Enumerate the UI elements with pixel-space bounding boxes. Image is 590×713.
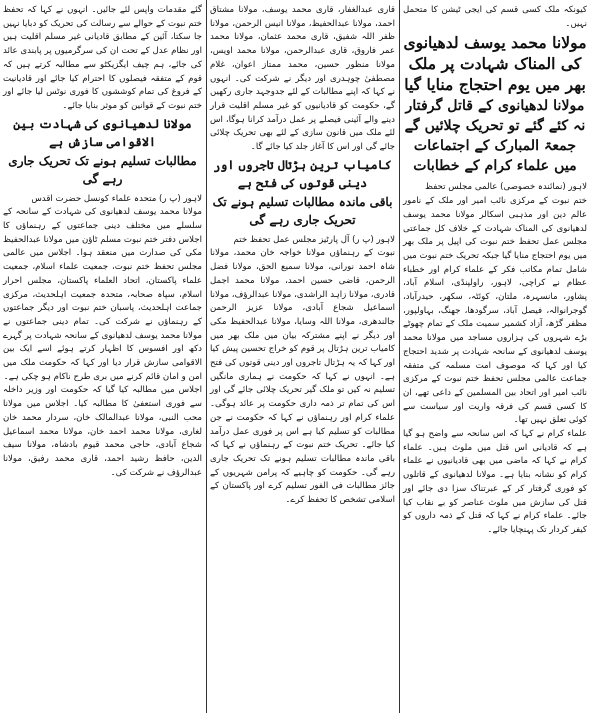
column-1 xyxy=(400,0,590,713)
headline-bain-ul-aqwami-sazish: مولانا لدھیانوی کی شہادت بین الاقوامی سازش ہے xyxy=(13,116,192,149)
column-divider-1 xyxy=(399,0,400,713)
subheadline-tehreek-jari: باقی ماندہ مطالبات تسلیم ہونے تک تحریک جاری رہے گی xyxy=(212,194,393,227)
column-3 xyxy=(0,0,205,713)
column-1-dateline: لاہور (نمائندہ خصوصی) عالمی مجلس تحفظ xyxy=(425,182,587,193)
column-2-body-paragraph-1: نبوت کے رہنماؤں مولانا خواجہ خان محمد، مولانا شاہ احمد نورانی، مولانا سمیع الحق، مولانا فضل الرحمن، قاضی حسین احمد، مولانا محمد اجمل قادری، مولانا زاہد الراشدی، مولانا عبدالرؤف، مولانا اسماعیل شجاع آبادی، مولانا عزیز الرحمن جالندھری، مولانا اللہ وسایا، مولانا عبدالحفیظ مکی اور دیگر نے اپنے مشترکہ بیان میں ملک بھر میں کامیاب ترین ہڑتال پر قوم کو خراج تحسین پیش کیا اور کہا کہ یہ ہڑتال تاجروں اور دینی قوتوں کی فتح ہے۔ انہوں نے کہا کہ حکومت نے ہماری مانگیں تسلیم نہ کیں تو ملک گیر تحریک چلائی جائے گی اور اس کی تمام تر ذمہ داری حکومت پر عائد ہوگی۔ علماء کرام اور رہنماؤں نے کہا کہ حکومت نے جن مطالبات کو تسلیم کیا ہے اس پر فوری عمل درآمد کیا جائے۔ تحریک ختم نبوت کے رہنماؤں نے کہا کہ باقی ماندہ مطالبات تسلیم ہونے تک تحریک جاری رہے گی۔ حکومت کو چاہیے کہ پرامن شہریوں کے جائز مطالبات فی الفور تسلیم کرے اور پاکستان کے اسلامی تشخص کا تحفظ کرے۔ xyxy=(210,248,395,506)
subheadline-mutalibat-tasleem: مطالبات تسلیم ہونے تک تحریک جاری رہے گی xyxy=(8,153,197,186)
column-1-body-paragraph-1: ختم نبوت کے مرکزی نائب امیر اور ملک کے نامور عالم دین اور مذہبی اسکالر مولانا محمد یوسف لدھیانوی کی المناک شہادت کے خلاف کل جماعتی مجلس عمل تحفظ ختم نبوت کی اپیل پر ملک بھر میں یوم احتجاج منایا گیا جبکہ تحریک ختم نبوت میں شامل تمام مکاتب فکر کے علماء کرام اور خطباء عظام نے کراچی، لاہور، راولپنڈی، اسلام آباد، پشاور، مانسہرہ، ملتان، کوئٹہ، سکھر، حیدرآباد، گوجرانوالہ، فیصل آباد، سرگودھا، جھنگ، بہاولپور، مظفر گڑھ، آزاد کشمیر سمیت ملک کے تمام چھوٹے بڑے شہروں کی ہزاروں مساجد میں مولانا محمد یوسف لدھیانوی کے سانحہ شہادت پر شدید احتجاج کیا اور کہا کہ موصوف امت مسلمہ کی متفقہ جماعت عالمی مجلس تحفظ ختم نبوت کے مرکزی نائب امیر اور اتحاد بین المسلمین کے داعی تھے، ان کا کسی قسم کی فرقہ واریت اور سیاست سے کوئی تعلق نہیں تھا۔ xyxy=(403,196,587,426)
column-2-top-text: قاری عبدالغفار، قاری محمد یوسف، مولانا مشتاق احمد، مولانا عبدالحفیظ، مولانا انیس الرحمن، مولانا ظفر اللہ شفیق، قاری محمد عثمان، مولانا محمد عمر فاروق، قاری عبدالرحمن، مولانا محمد اویس، مولانا منظور حسین، محمد ممتاز اعوان، غلام مصطفیٰ چوہدری اور دیگر نے شرکت کی۔ انہوں نے کہا کہ اپنے مطالبات کے لئے جدوجہد جاری رکھیں گے، حکومت کو قادیانیوں کو غیر مسلم اقلیت قرار دینے والے آئینی فیصلے پر عمل درآمد کرانا ہوگا، اس لئے ملک میں قانون سازی کے لئے بھی تحریک چلائی جائے گی اور اس کا آغاز جلد کیا جائے گا۔ xyxy=(210,5,395,153)
subheadline-tehreek-warning: مولانا لدھیانوی کے قاتل گرفتار نہ کئے گئے تو تحریک چلائیں گے جمعۃ المبارک کے اجتماعات میں علماء کرام کے خطابات xyxy=(404,98,586,175)
headline-youm-e-ehtijaj: مولانا محمد یوسف لدھیانوی کی المناک شہادت پر ملک بھر میں یوم احتجاج منایا گیا xyxy=(403,33,587,95)
column-divider-2 xyxy=(206,0,207,713)
column-3-body-paragraph-1: مولانا محمد یوسف لدھیانوی کی شہادت کے سانحہ کے سلسلے میں مختلف دینی جماعتوں کے رہنماؤں کا اجلاس دفتر ختم نبوت مسلم ٹاؤن میں مولانا عبدالحفیظ مکی کی صدارت میں منعقد ہوا۔ اجلاس میں عالمی مجلس تحفظ ختم نبوت، جمعیت علماء اسلام، جمعیت علماء پاکستان، اتحاد العلماء پاکستان، مجلس احرار اسلام، سپاہ صحابہ، متحدہ جمعیت اہلحدیث، مرکزی جماعت اہلحدیث، پاسبان ختم نبوت اور دیگر جماعتوں کے رہنماؤں نے شرکت کی۔ تمام دینی جماعتوں نے مولانا محمد یوسف لدھیانوی کے سانحہ شہادت پر گہرے دکھ اور افسوس کا اظہار کرتے ہوئے اسے ایک بین الاقوامی سازش قرار دیا اور کہا کہ حکومت ملک میں امن و امان قائم کرنے میں بری طرح ناکام ہو چکی ہے۔ xyxy=(3,207,202,382)
column-3-body-paragraph-2: اجلاس میں مطالبہ کیا گیا کہ حکومت اور وزیر داخلہ سے فوری استعفیٰ کا مطالبہ کیا۔ اجلاس میں مولانا محب النبی، مولانا عبدالمالک خان، سردار محمد خان لغاری، مولانا محمد احمد خان، مولانا محمد اسماعیل شجاع آبادی، حاجی محمد قیوم بادشاہ، مولانا سیف الدین، حافظ رشید احمد، قاری محمد رفیق، مولانا عبدالرؤف نے شرکت کی۔ xyxy=(3,385,202,478)
headline-kamyab-hartal: کامیاب ترین ہڑتال تاجروں اور دینی قوتوں کی فتح ہے xyxy=(213,157,392,190)
column-2-dateline: لاہور (پ ر) آل پارٹیز مجلس عمل تحفظ ختم xyxy=(233,234,395,245)
column-1-body-paragraph-2: علماء کرام نے کہا کہ اس سانحہ سے واضح ہو گیا ہے کہ قادیانی اس قتل میں ملوث ہیں۔ علماء کرام نے کہا کہ ماضی میں بھی قادیانیوں نے علماء کرام کو نشانہ بنایا ہے۔ مولانا لدھیانوی کے قاتلوں کو فوری گرفتار کر کے عبرتناک سزا دی جائے اور قتل کی سازش میں ملوث عناصر کو بے نقاب کیا جائے۔ علماء کرام نے کہا کہ قتل کے ذمہ داروں کو کیفر کردار تک پہنچایا جائے۔ xyxy=(403,429,587,535)
column-1-top-text: کیونکہ ملک کسی قسم کی ایجی ٹیشن کا متحمل نہیں۔ xyxy=(403,5,587,29)
column-2 xyxy=(207,0,398,713)
column-3-top-text: گئے مقدمات واپس لئے جائیں۔ انہوں نے کہا کہ تحفظ ختم نبوت کے حوالے سے رسالت کی تحریک کو دبایا نہیں جا سکتا، آئین کے مطابق قادیانی غیر مسلم اقلیت ہیں اور نظام عدل کے تحت ان کی سرگرمیوں پر پابندی عائد کی جائے، ہم چیف ایگزیکٹو سے مطالبہ کرتے ہیں کہ قوم کے متفقہ فیصلوں کا احترام کیا جائے اور قادیانیت کے فروغ کی تمام کوششوں کا فوری نوٹس لیا جائے اور ختم نبوت کے قوانین کو موثر بنایا جائے۔ xyxy=(3,5,202,111)
column-3-dateline: لاہور (پ ر) متحدہ علماء کونسل حضرت اقدس xyxy=(31,193,202,204)
